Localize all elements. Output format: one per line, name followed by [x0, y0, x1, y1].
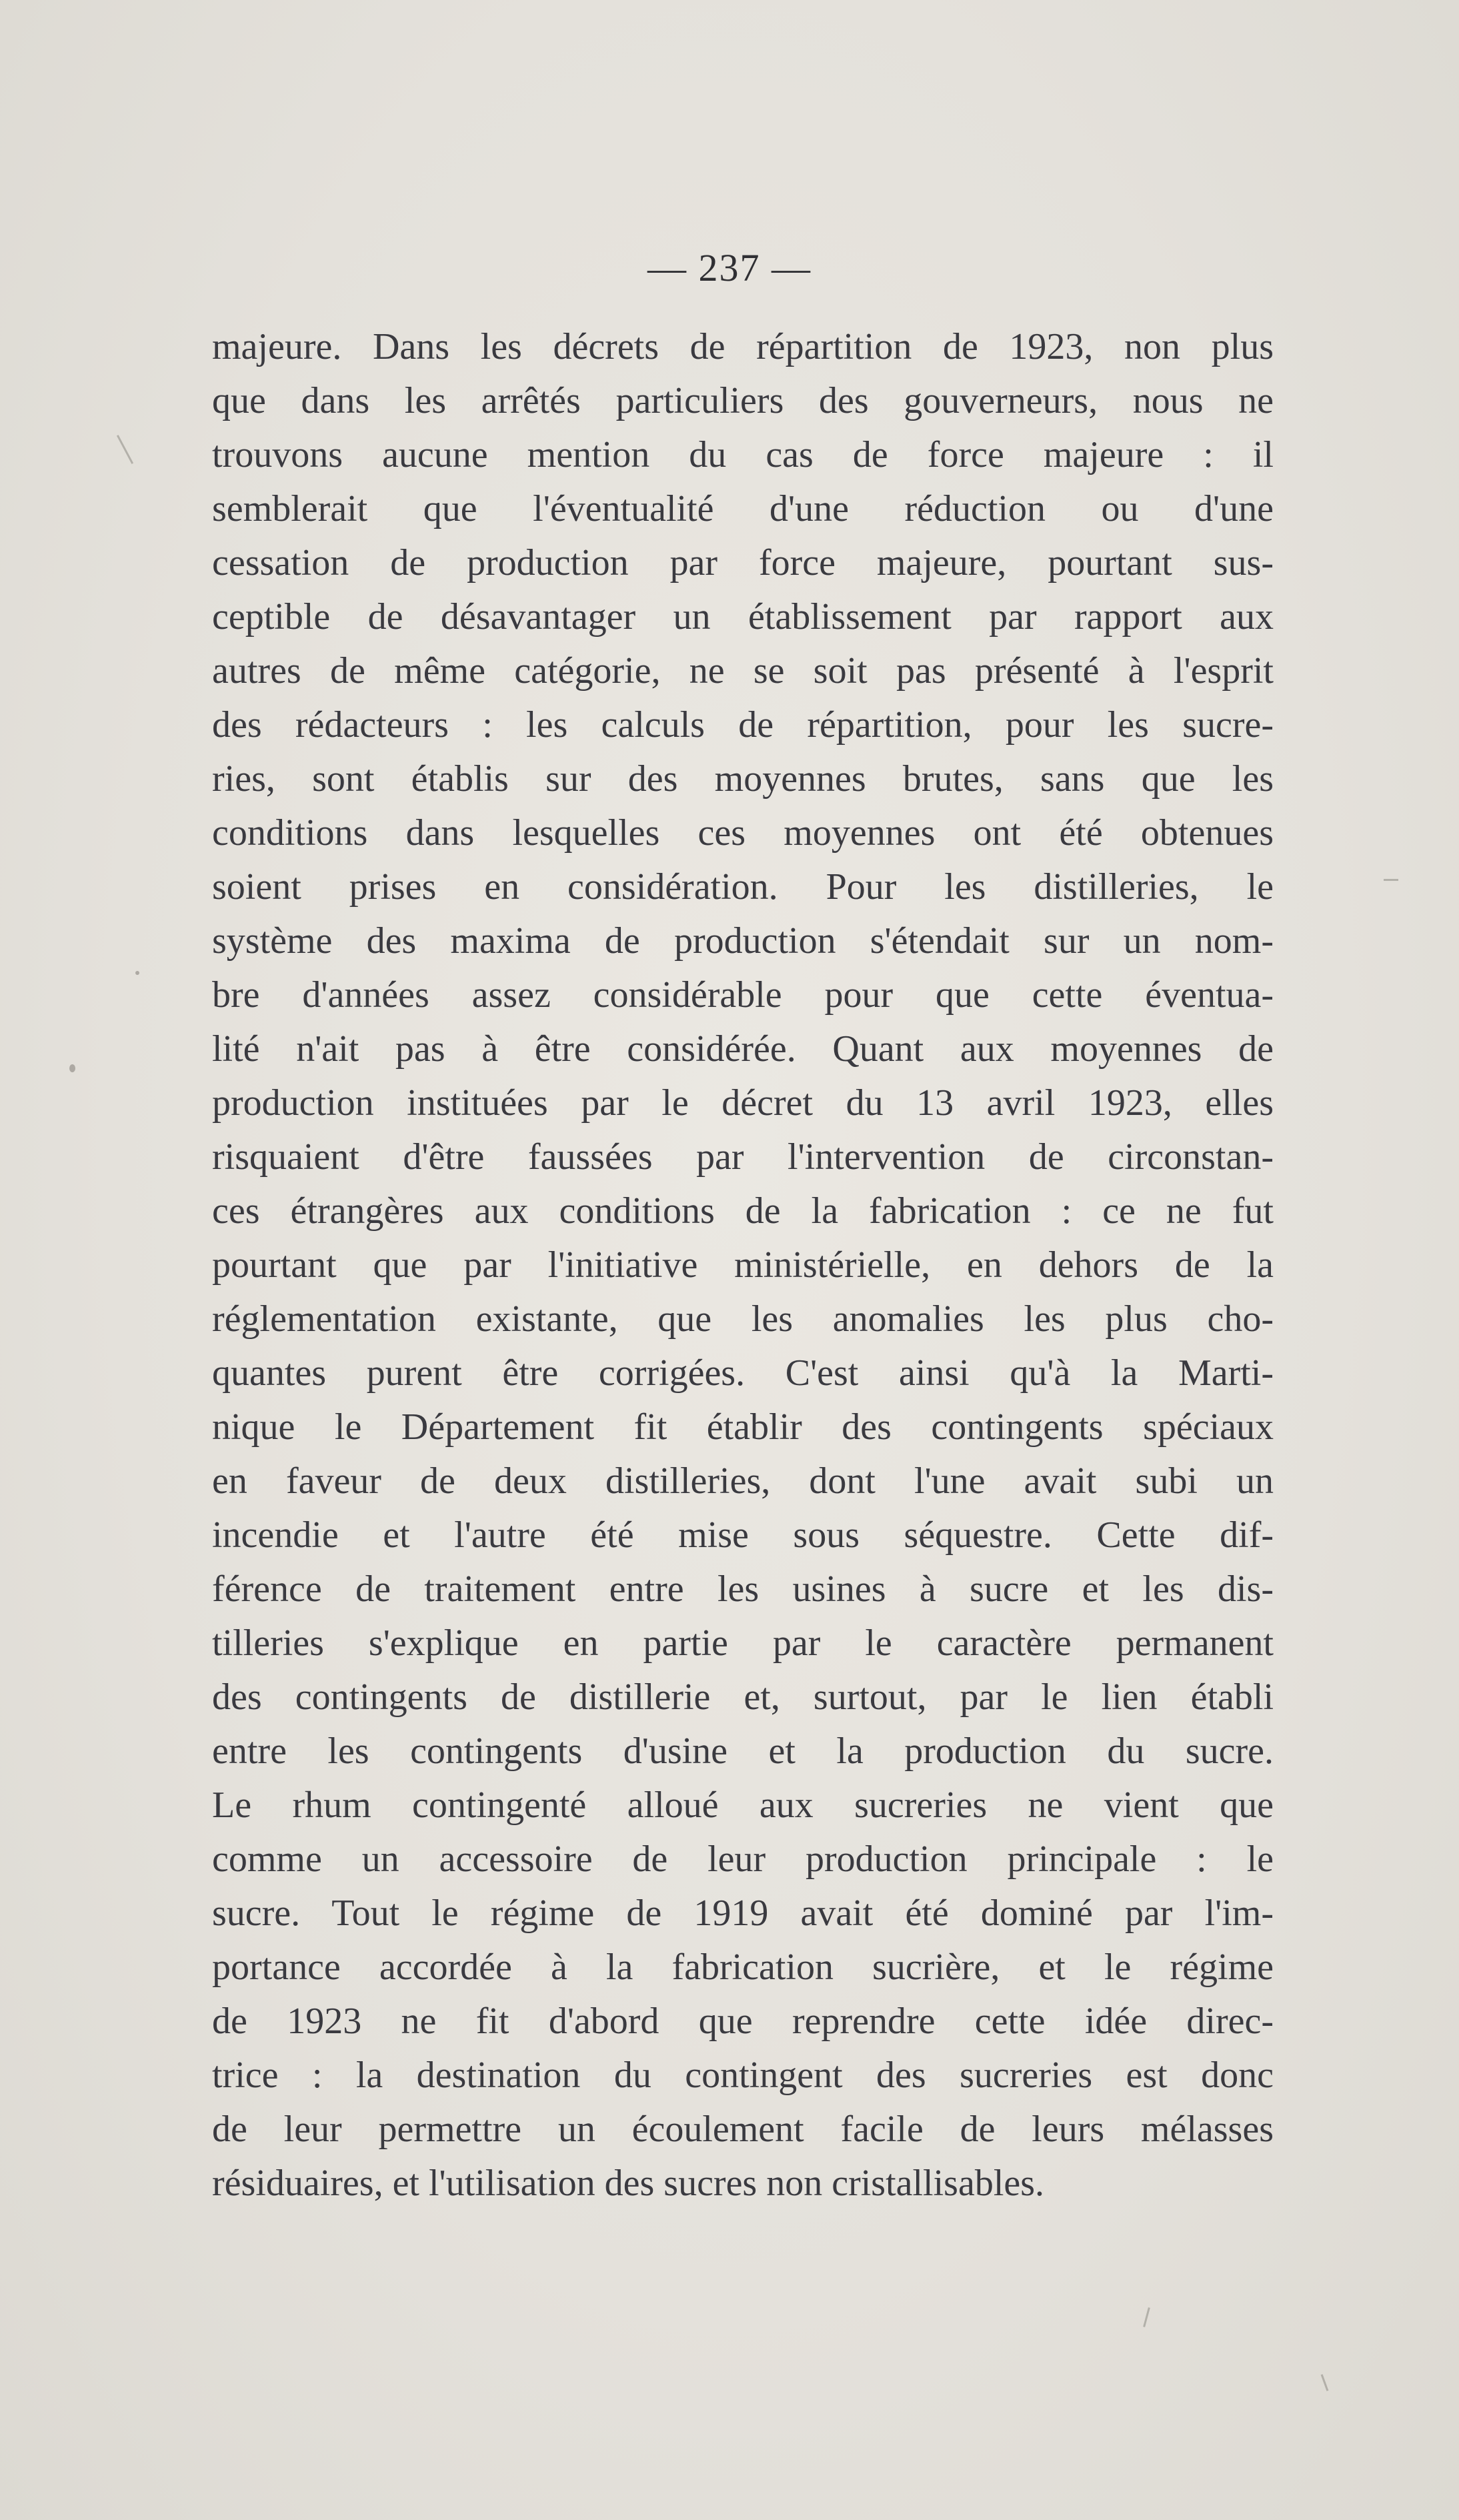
page-number: — 237 —: [647, 246, 812, 289]
text-line: bre d'années assez considérable pour que cette éventua-: [212, 974, 1274, 1016]
text-line: entre les contingents d'usine et la production du sucre.: [212, 1730, 1274, 1772]
text-line: Le rhum contingenté alloué aux sucreries ne vient que: [212, 1784, 1274, 1826]
margin-scratch: [1143, 2307, 1150, 2327]
text-line: que dans les arrêtés particuliers des gouverneurs, nous ne: [212, 380, 1274, 421]
text-line: trice : la destination du contingent des sucreries est donc: [212, 2055, 1274, 2096]
body-paragraph: [212, 320, 1274, 2211]
text-line: semblerait que l'éventualité d'une réduction ou d'une: [212, 488, 1274, 529]
text-line: quantes purent être corrigées. C'est ainsi qu'à la Marti-: [212, 1352, 1274, 1394]
text-line: trouvons aucune mention du cas de force majeure : il: [212, 434, 1274, 475]
text-line: incendie et l'autre été mise sous séquestre. Cette dif-: [212, 1514, 1274, 1556]
text-line: soient prises en considération. Pour les distilleries, le: [212, 866, 1274, 908]
text-line: en faveur de deux distilleries, dont l'une avait subi un: [212, 1460, 1274, 1502]
text-line: sucre. Tout le régime de 1919 avait été dominé par l'im-: [212, 1893, 1274, 1934]
text-line: risquaient d'être faussées par l'intervention de circonstan-: [212, 1136, 1274, 1178]
text-line: férence de traitement entre les usines à sucre et les dis-: [212, 1568, 1274, 1610]
text-line: de 1923 ne fit d'abord que reprendre cette idée direc-: [212, 2001, 1274, 2042]
text-line: système des maxima de production s'étendait sur un nom-: [212, 920, 1274, 962]
ink-speck: [69, 1064, 75, 1072]
text-line: réglementation existante, que les anomalies les plus cho-: [212, 1298, 1274, 1340]
text-line: nique le Département fit établir des contingents spéciaux: [212, 1406, 1274, 1448]
margin-scratch: [1321, 2374, 1329, 2391]
text-line: résiduaires, et l'utilisation des sucres non cristallisables.: [212, 2163, 1045, 2204]
margin-scratch: [1384, 879, 1398, 881]
text-line: production instituées par le décret du 13 avril 1923, elles: [212, 1082, 1274, 1124]
text-line: conditions dans lesquelles ces moyennes ont été obtenues: [212, 812, 1274, 854]
margin-scratch: [117, 435, 133, 464]
text-line: de leur permettre un écoulement facile de leurs mélasses: [212, 2109, 1274, 2150]
text-line: portance accordée à la fabrication sucrière, et le régime: [212, 1947, 1274, 1988]
text-line: des rédacteurs : les calculs de répartition, pour les sucre-: [212, 704, 1274, 746]
text-line: autres de même catégorie, ne se soit pas présenté à l'esprit: [212, 650, 1274, 692]
text-line: ceptible de désavantager un établissement par rapport aux: [212, 596, 1274, 638]
text-line: cessation de production par force majeure, pourtant sus-: [212, 542, 1274, 583]
text-line: pourtant que par l'initiative ministérielle, en dehors de la: [212, 1244, 1274, 1286]
text-line: ries, sont établis sur des moyennes brutes, sans que les: [212, 758, 1274, 800]
text-line: ces étrangères aux conditions de la fabrication : ce ne fut: [212, 1190, 1274, 1232]
text-line: majeure. Dans les décrets de répartition de 1923, non plus: [212, 326, 1274, 367]
ink-speck: [135, 971, 139, 975]
text-line: des contingents de distillerie et, surtout, par le lien établi: [212, 1676, 1274, 1718]
text-line: comme un accessoire de leur production principale : le: [212, 1838, 1274, 1880]
text-line: lité n'ait pas à être considérée. Quant aux moyennes de: [212, 1028, 1274, 1070]
text-line: tilleries s'explique en partie par le caractère permanent: [212, 1622, 1274, 1664]
